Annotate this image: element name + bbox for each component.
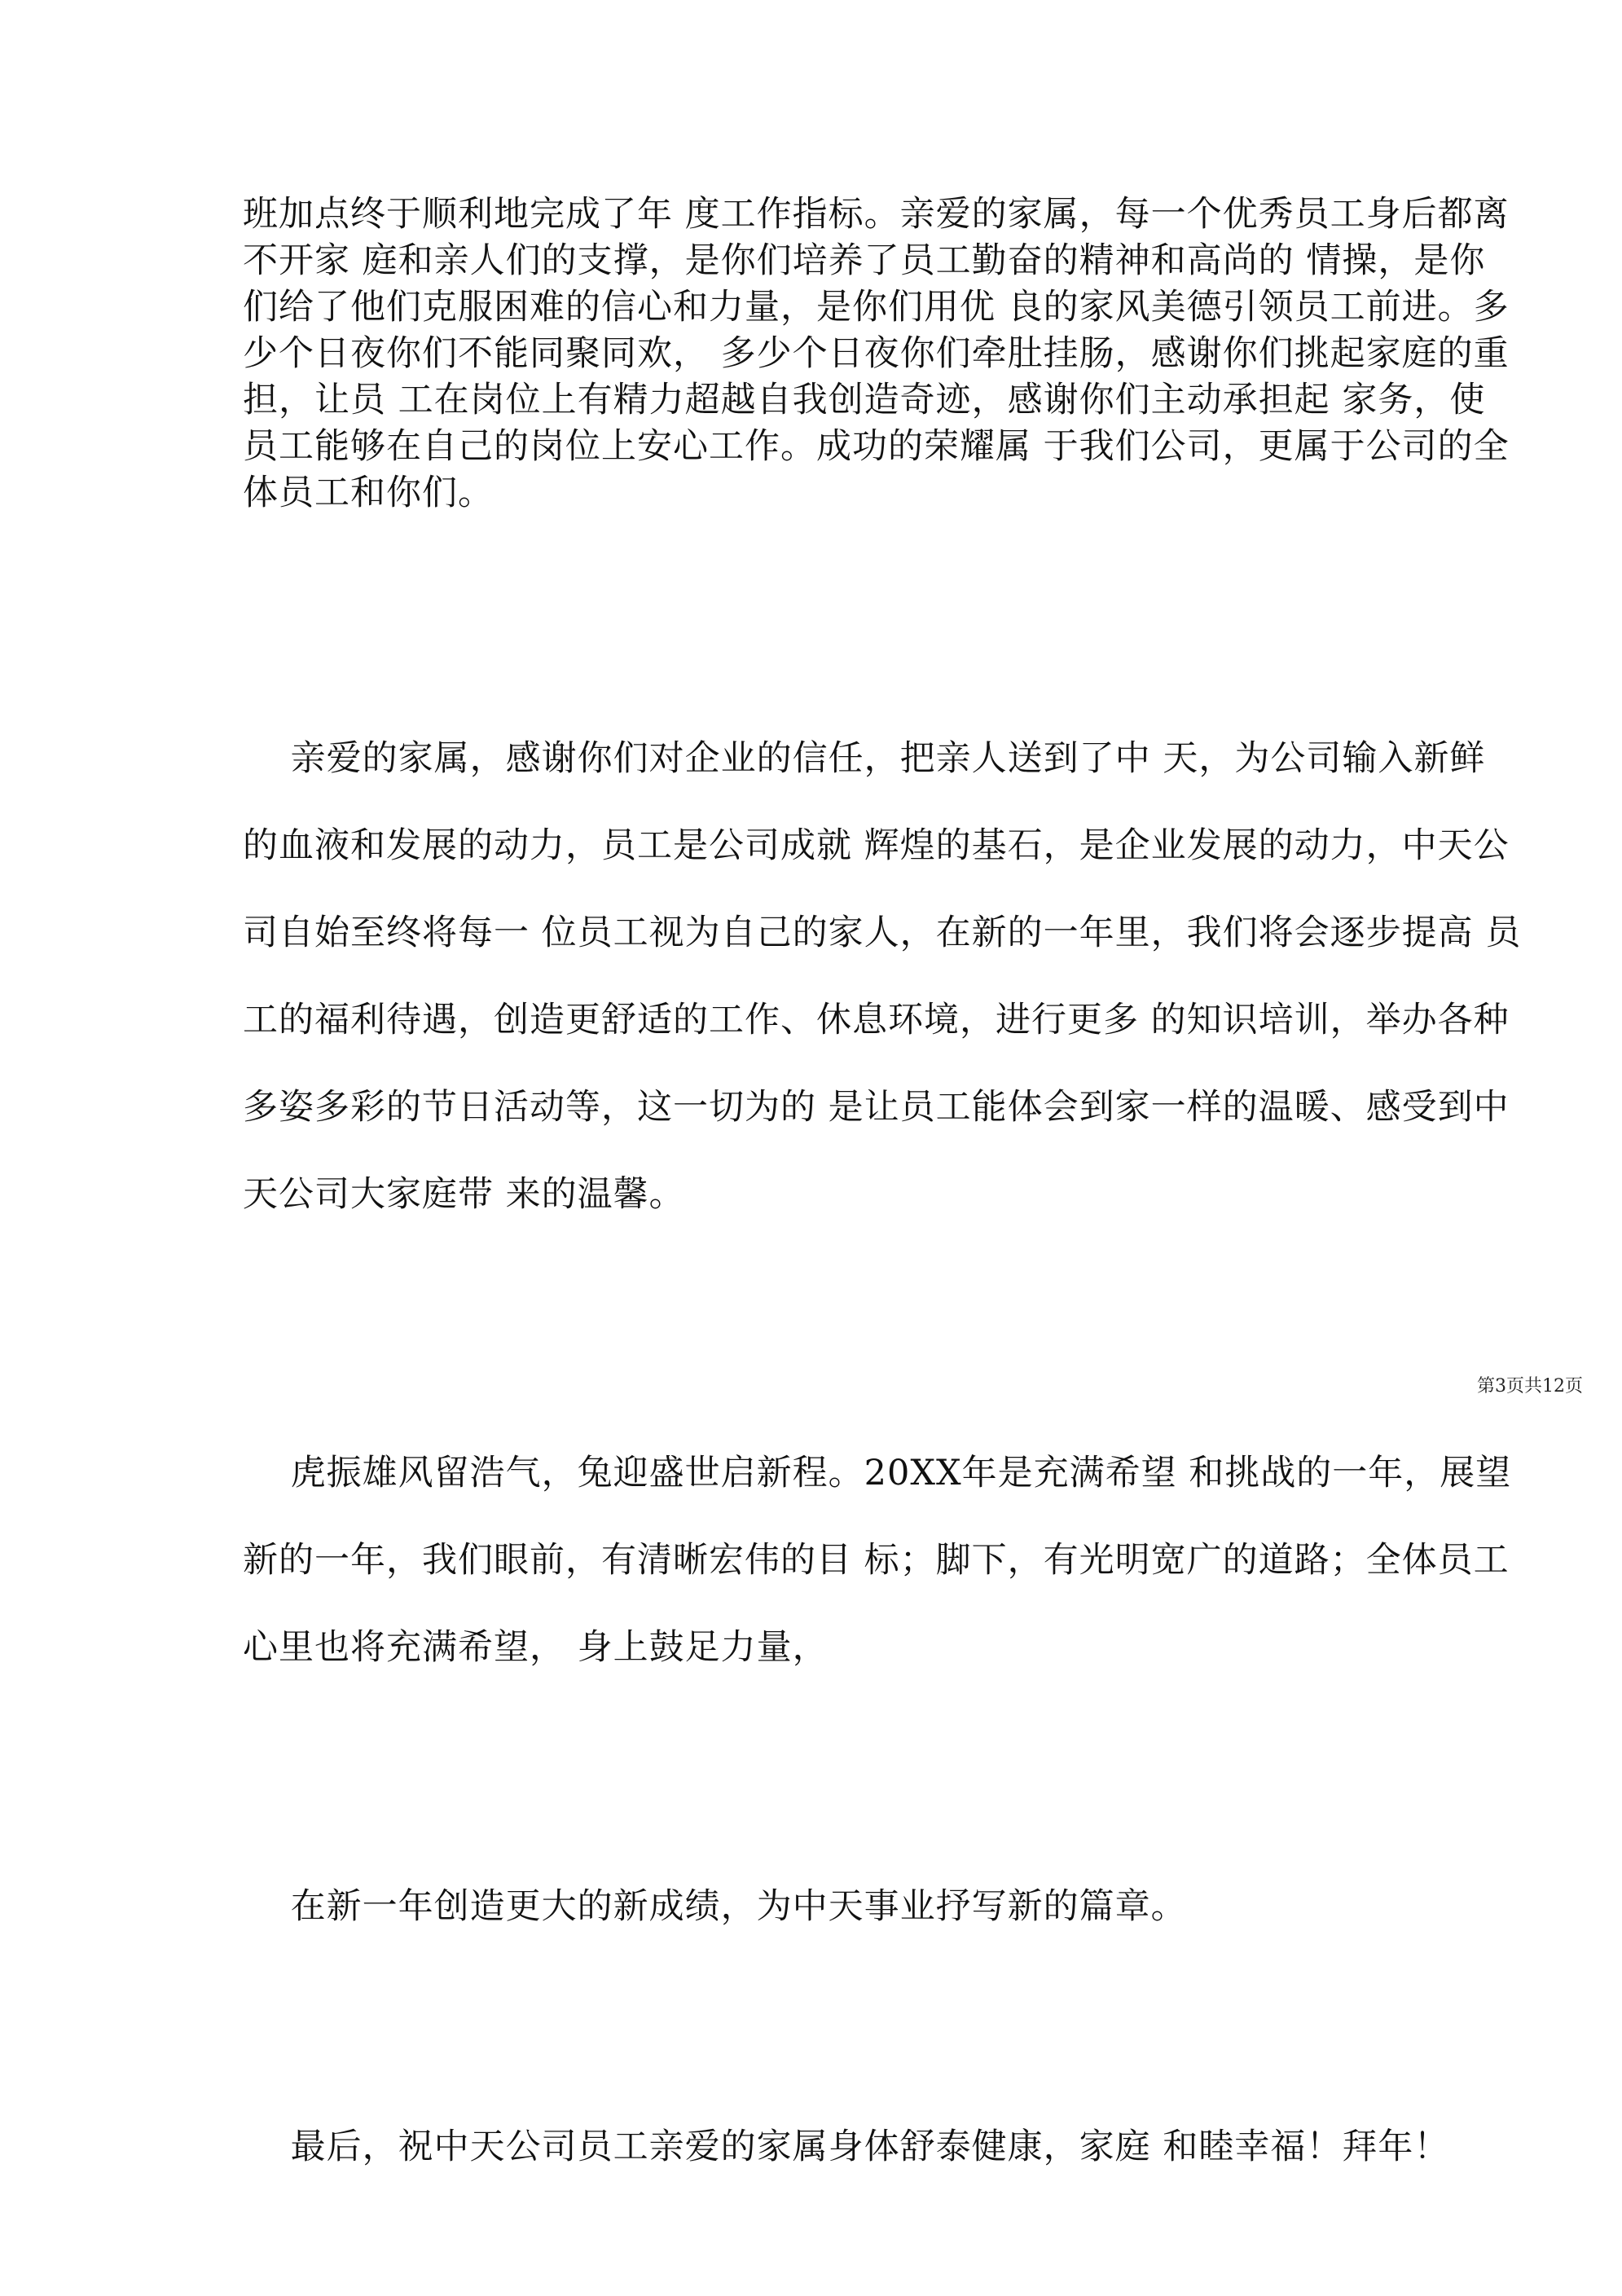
text-line: 员工能够在自己的岗位上安心工作。成功的荣耀属 于我们公司，更属于公司的全 bbox=[243, 426, 1510, 467]
text-line: 少个日夜你们不能同聚同欢， 多少个日夜你们牵肚挂肠，感谢你们挑起家庭的重 bbox=[243, 333, 1510, 374]
text-line: 司自始至终将每一 位员工视为自己的家人，在新的一年里，我们将会逐步提高 员 bbox=[243, 913, 1522, 953]
text-line: 们给了他们克服困难的信心和力量，是你们用优 良的家风美德引领员工前进。多 bbox=[243, 287, 1510, 328]
text-line: 最后，祝中天公司员工亲爱的家属身体舒泰健康，家庭 和睦幸福！拜年！ bbox=[243, 2127, 1450, 2167]
text-line: 虎振雄风留浩气，兔迎盛世启新程。20XX年是充满希望 和挑战的一年，展望 bbox=[243, 1453, 1512, 1493]
page-number: 第3页共12页 bbox=[1477, 1376, 1583, 1397]
text-line: 在新一年创造更大的新成绩，为中天事业抒写新的篇章。 bbox=[243, 1886, 1187, 1927]
text-line: 多姿多彩的节日活动等，这一切为的 是让员工能体会到家一样的温暖、感受到中 bbox=[243, 1087, 1510, 1128]
text-line: 新的一年，我们眼前，有清晰宏伟的目 标；脚下，有光明宽广的道路；全体员工 bbox=[243, 1540, 1510, 1581]
text-line: 班加点终于顺利地完成了年 度工作指标。亲爱的家属，每一个优秀员工身后都离 bbox=[243, 194, 1510, 235]
paragraph-family-support bbox=[243, 191, 1595, 517]
text-line: 不开家 庭和亲人们的支撑，是你们培养了员工勤奋的精神和高尚的 情操，是你 bbox=[243, 240, 1486, 281]
paragraph-closing-wishes bbox=[243, 2104, 1595, 2191]
text-line: 天公司大家庭带 来的温馨。 bbox=[243, 1174, 685, 1215]
paragraph-new-year-outlook bbox=[243, 1430, 1595, 1691]
text-line: 的血液和发展的动力，员工是公司成就 辉煌的基石，是企业发展的动力，中天公 bbox=[243, 825, 1510, 866]
paragraph-new-achievements bbox=[243, 1863, 1595, 1951]
text-line: 担，让员 工在岗位上有精力超越自我创造奇迹，感谢你们主动承担起 家务，使 bbox=[243, 380, 1486, 420]
text-line: 工的福利待遇，创造更舒适的工作、休息环境，进行更多 的知识培训，举办各种 bbox=[243, 1000, 1510, 1040]
text-line: 心里也将充满希望， 身上鼓足力量， bbox=[243, 1627, 829, 1668]
paragraph-thanks-trust bbox=[243, 715, 1595, 1238]
text-line: 亲爱的家属，感谢你们对企业的信任，把亲人送到了中 天，为公司输入新鲜 bbox=[243, 738, 1486, 779]
text-line: 体员工和你们。 bbox=[243, 473, 494, 513]
